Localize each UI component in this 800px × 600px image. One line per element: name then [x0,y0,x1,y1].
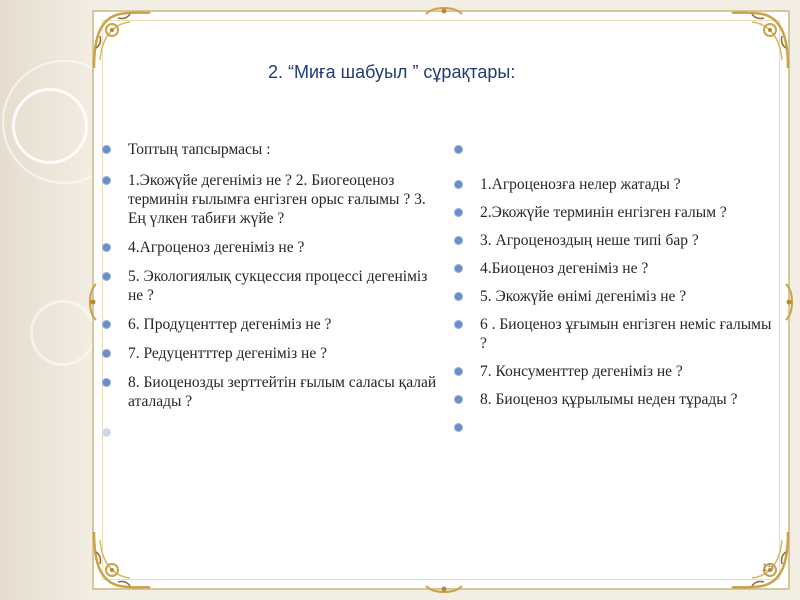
list-item-text: 2.Экожүйе терминін енгізген ғалым ? [480,204,727,221]
bullet-icon [454,208,463,217]
bullet-icon [454,264,463,273]
list-item-text: Топтың тапсырмасы : [128,141,271,158]
decorative-ring-small [12,88,88,164]
corner-ornament-icon [728,8,792,72]
side-ornament-icon [86,282,100,322]
right-question-list [454,140,780,446]
bottom-ornament-icon [424,582,464,596]
list-item-text: 8. Биоценоз құрылымы неден тұрады ? [480,391,738,408]
list-item-text: 6 . Биоценоз ұғымын енгізген неміс ғалымы ? [480,316,772,352]
bullet-icon [454,423,463,432]
left-question-list [102,140,442,452]
list-item [454,418,780,437]
corner-ornament-icon [90,528,154,592]
list-item-text: 5. Экологиялық сукцессия процессі дегеніміз не ? [128,268,428,304]
bullet-icon [102,428,111,437]
list-item [102,373,442,411]
bullet-icon [454,367,463,376]
list-item [454,140,780,159]
corner-ornament-icon [728,528,792,592]
list-item [102,171,442,228]
list-item [454,390,780,409]
bullet-icon [454,145,463,154]
list-item-text: 8. Биоценозды зерттейтін ғылым саласы қалай аталады ? [128,374,437,410]
side-ornament-icon [782,282,796,322]
list-item [454,259,780,278]
bullet-icon [102,349,111,358]
list-item [102,344,442,363]
list-item [454,175,780,194]
list-item [102,238,442,257]
list-item [454,203,780,222]
list-item [454,362,780,381]
list-item [102,267,442,305]
bullet-icon [102,378,111,387]
list-item-text: 1.Экожүйе дегеніміз не ? 2. Биогеоценоз терминін ғылымға енгізген орыс ғалымы ? 3. Ең үлкен табиғи жүйе ? [128,172,426,227]
slide-title: 2. “Миға шабуыл ” сұрақтары: [268,62,516,82]
list-item-text: 1.Агроценозға нелер жатады ? [480,176,681,193]
list-item [454,287,780,306]
bullet-icon [454,395,463,404]
bullet-icon [454,180,463,189]
top-ornament-icon [424,4,464,18]
bullet-icon [102,272,111,281]
list-item-text: 7. Консументтер дегеніміз не ? [480,363,683,380]
corner-ornament-icon [90,8,154,72]
list-item [102,140,442,159]
left-decorative-panel [0,0,95,600]
bullet-icon [102,176,111,185]
list-item [454,231,780,250]
bullet-icon [102,320,111,329]
bullet-icon [454,292,463,301]
list-item [102,315,442,334]
list-item-text: 4.Агроценоз дегеніміз не ? [128,239,305,256]
list-item-text: 6. Продуценттер дегеніміз не ? [128,316,332,333]
list-item [102,423,442,442]
bullet-icon [454,236,463,245]
bullet-icon [102,243,111,252]
list-item-text: 3. Агроценоздың неше типі бар ? [480,232,699,249]
bullet-icon [454,320,463,329]
list-item-text: 5. Экожүйе өнімі дегеніміз не ? [480,288,687,305]
bullet-icon [102,145,111,154]
page-number: 15 [761,562,774,574]
list-item-text: 4.Биоценоз дегеніміз не ? [480,260,649,277]
list-item [454,315,780,353]
list-item-text: 7. Редуцентттер дегеніміз не ? [128,345,327,362]
